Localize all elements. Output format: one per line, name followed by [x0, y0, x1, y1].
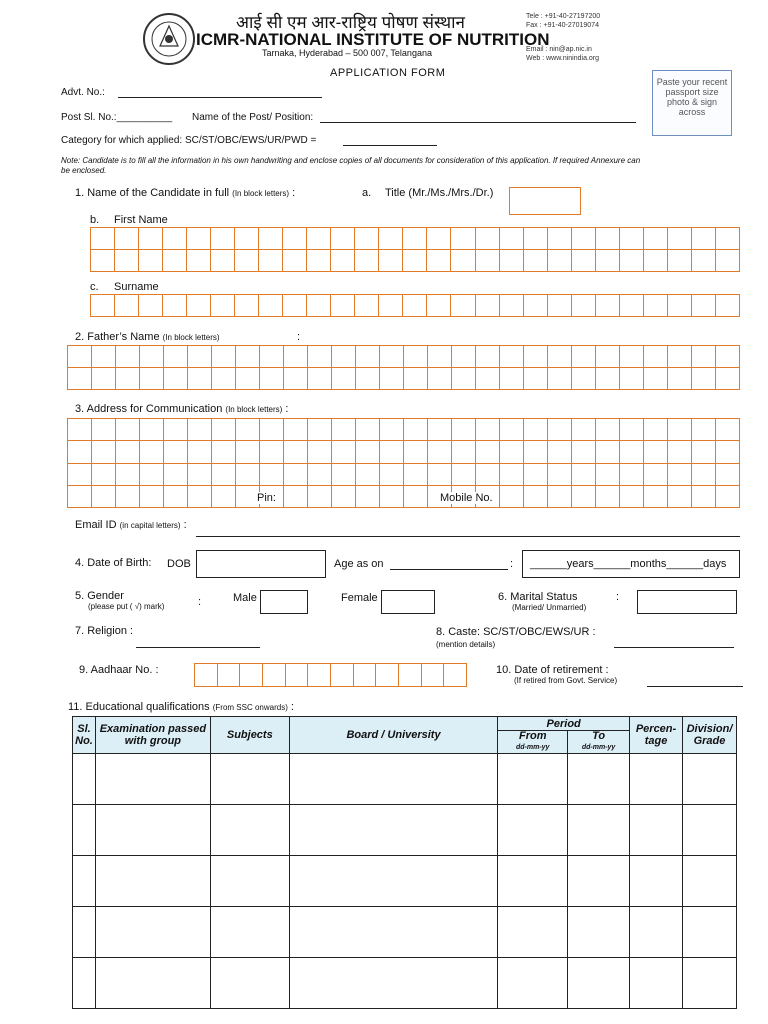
q2-text: 2. Father’s Name — [75, 331, 160, 343]
q3-text: 3. Address for Communication — [75, 403, 223, 415]
q1-c-label: c. — [90, 281, 99, 293]
hindi-institute-name: आई सी एम आर-राष्ट्रिय पोषण संस्थान — [236, 13, 465, 32]
to-label: To — [592, 730, 606, 742]
tele-number: Tele : +91-40-27197200 — [526, 13, 601, 20]
age-date-field[interactable] — [390, 569, 508, 570]
to-format: dd-mm-yy — [581, 744, 616, 751]
col-examination: Examination passed with group — [95, 717, 210, 754]
photo-box-text: Paste your recent passport size photo & sign across — [656, 77, 728, 117]
q6-label: 6. Marital Status — [498, 591, 578, 603]
q6-colon: : — [616, 591, 620, 603]
table-row[interactable] — [73, 805, 737, 856]
q11-sub: (From SSC onwards) — [212, 703, 288, 712]
post-name-field[interactable] — [320, 122, 636, 123]
title-label: Title (Mr./Ms./Mrs./Dr.) — [385, 187, 494, 199]
q10-label: 10. Date of retirement : — [496, 664, 609, 676]
female-checkbox[interactable] — [381, 590, 435, 614]
q2-label — [75, 331, 220, 343]
table-row[interactable] — [73, 754, 737, 805]
religion-field[interactable] — [136, 647, 260, 648]
female-label: Female — [341, 592, 378, 604]
advt-label: Advt. No.: — [61, 87, 105, 98]
table-row[interactable] — [73, 958, 737, 1009]
col-percentage: Percen- tage — [630, 717, 683, 754]
q1-text: 1. Name of the Candidate in full — [75, 187, 230, 199]
father-name-grid[interactable] — [67, 345, 740, 390]
q3-sub: (In block letters) — [225, 405, 283, 414]
from-label: From — [518, 730, 547, 742]
dob-box[interactable] — [196, 550, 326, 578]
q8-label: 8. Caste: SC/ST/OBC/EWS/UR : — [436, 626, 596, 638]
institute-name: ICMR-NATIONAL INSTITUTE OF NUTRITION — [196, 30, 550, 49]
q2-sub: (In block letters) — [162, 333, 220, 342]
note-text: Note: Candidate is to fill all the information in his own handwriting and enclose copies of all documents for consideration of this application. If required Annexure can be enclosed. — [61, 156, 641, 175]
age-years-months-days: ______years______months______days — [530, 558, 727, 570]
category-label: Category for which applied: SC/ST/OBC/EWS/UR/PWD = — [61, 135, 317, 146]
education-table — [72, 716, 737, 1009]
col-sl-no: Sl. No. — [73, 717, 96, 754]
q9-label: 9. Aadhaar No. : — [79, 664, 159, 676]
mobile-label: Mobile No. — [440, 492, 493, 504]
photo-box[interactable] — [652, 70, 732, 136]
col-division-grade: Division/ Grade — [682, 717, 736, 754]
first-name-label: First Name — [114, 214, 168, 226]
col-board-university: Board / University — [289, 717, 498, 754]
male-checkbox[interactable] — [260, 590, 308, 614]
email-label — [75, 519, 187, 531]
q11-colon: : — [290, 701, 294, 713]
contact-web: Web : www.ninindia.org — [526, 55, 600, 62]
contact-email: Email : nin@ap.nic.in — [526, 46, 592, 53]
dob-label: DOB — [167, 558, 191, 570]
category-field[interactable] — [343, 145, 437, 146]
email-colon: : — [183, 519, 187, 531]
post-sl-label: Post Sl. No.:__________ — [61, 112, 173, 123]
pin-label: Pin: — [257, 492, 276, 504]
surname-label: Surname — [114, 281, 159, 293]
q8-sub: (mention details) — [436, 640, 496, 649]
q4-colon: : — [510, 558, 514, 570]
form-title: APPLICATION FORM — [330, 67, 446, 79]
address-grid[interactable] — [67, 418, 740, 508]
aadhaar-grid[interactable] — [194, 663, 467, 687]
table-row[interactable] — [73, 856, 737, 907]
q7-label: 7. Religion : — [75, 625, 134, 637]
from-format: dd-mm-yy — [516, 744, 550, 751]
surname-grid[interactable] — [90, 294, 740, 317]
col-period: Period — [498, 717, 630, 731]
table-row[interactable] — [73, 907, 737, 958]
q3-colon: : — [285, 403, 289, 415]
col-period-from — [498, 731, 568, 754]
institute-address: Tarnaka, Hyderabad – 500 007, Telangana — [262, 48, 432, 58]
q1-a-label: a. — [362, 187, 372, 199]
title-box[interactable] — [509, 187, 581, 215]
q4-label: 4. Date of Birth: — [75, 557, 152, 569]
retirement-date-field[interactable] — [647, 686, 743, 687]
q1-colon: : — [292, 187, 296, 199]
marital-status-box[interactable] — [637, 590, 737, 614]
q5-sub: (please put ( √) mark) — [88, 602, 165, 611]
email-text: Email ID — [75, 519, 117, 531]
age-label: Age as on — [334, 558, 384, 570]
q3-label — [75, 403, 288, 415]
q10-sub: (If retired from Govt. Service) — [514, 676, 618, 685]
q11-text: 11. Educational qualifications — [68, 701, 210, 713]
q1-sub: (In block letters) — [232, 189, 290, 198]
q6-sub: (Married/ Unmarried) — [512, 603, 587, 612]
col-period-to — [568, 731, 630, 754]
email-sub: (in capital letters) — [119, 521, 181, 530]
q1-label — [75, 187, 295, 199]
q5-label: 5. Gender — [75, 590, 124, 602]
icmr-seal-logo — [142, 12, 196, 66]
email-field[interactable] — [196, 536, 740, 537]
q1-b-label: b. — [90, 214, 100, 226]
post-name-label: Name of the Post/ Position: — [192, 112, 314, 123]
col-subjects: Subjects — [210, 717, 289, 754]
first-name-grid[interactable] — [90, 227, 740, 272]
q11-label — [68, 701, 294, 713]
advt-field[interactable] — [118, 97, 322, 98]
male-label: Male — [233, 592, 257, 604]
fax-number: Fax : +91-40-27019074 — [526, 22, 599, 29]
q2-colon: : — [297, 331, 301, 343]
q5-colon: : — [198, 596, 202, 608]
caste-field[interactable] — [614, 647, 734, 648]
